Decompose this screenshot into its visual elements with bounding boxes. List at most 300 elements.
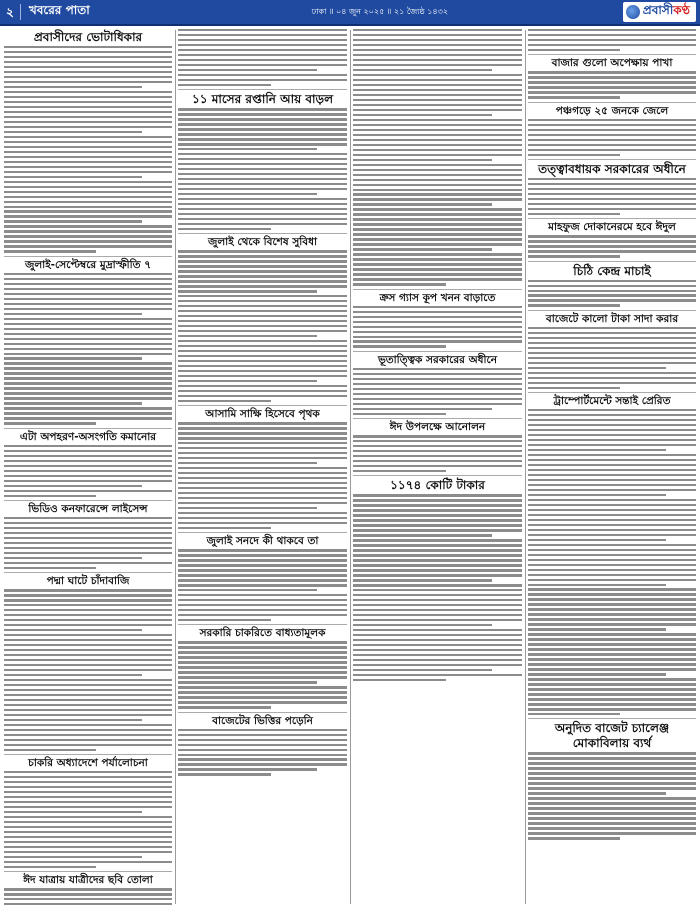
article-headline: চাকরি অধ্যাদেশে পর্যালোচনা: [28, 757, 148, 770]
text-line: [528, 444, 696, 446]
text-line: [178, 218, 347, 220]
text-line: [178, 584, 347, 586]
text-line: [528, 193, 696, 195]
text-line: [528, 678, 696, 680]
article-divider: [528, 718, 696, 719]
text-line: [528, 663, 696, 665]
dateline: ঢাকা ॥ ০৪ জুন ২০২৫ ॥ ২১ জ্যৈষ্ঠ ১৪৩২: [311, 6, 449, 16]
text-line: [178, 492, 347, 494]
text-line: [178, 133, 347, 135]
text-line: [178, 228, 271, 230]
text-line: [528, 757, 696, 759]
article: [4, 503, 172, 569]
text-line: [178, 768, 317, 770]
article-body: [4, 517, 172, 569]
text-line: [4, 308, 172, 310]
article: [178, 627, 347, 708]
text-line: [528, 71, 696, 73]
text-line: [528, 327, 696, 329]
text-line: [4, 181, 172, 183]
text-line: [353, 154, 522, 156]
article: [178, 236, 347, 402]
text-line: [178, 686, 347, 688]
text-line: [4, 734, 172, 736]
text-line: [4, 156, 172, 158]
text-line: [528, 484, 696, 486]
article-headline: ১১৭৪ কোটি টাকার: [390, 478, 485, 493]
text-line: [178, 260, 347, 262]
article: [528, 264, 696, 307]
text-line: [4, 465, 172, 467]
text-line: [178, 148, 317, 150]
text-line: [353, 534, 492, 536]
text-line: [353, 383, 522, 385]
text-line: [178, 270, 347, 272]
text-line: [4, 298, 172, 300]
text-line: [4, 485, 142, 487]
article-divider: [178, 624, 347, 625]
text-line: [4, 333, 172, 335]
text-line: [528, 524, 696, 526]
text-line: [353, 634, 522, 636]
text-line: [4, 470, 172, 472]
text-line: [178, 437, 347, 439]
text-line: [4, 387, 172, 389]
article-divider: [4, 572, 172, 573]
text-line: [353, 529, 522, 531]
text-line: [353, 470, 446, 472]
text-line: [178, 763, 347, 765]
text-line: [178, 118, 347, 120]
text-line: [4, 664, 172, 666]
article: [353, 354, 522, 415]
text-line: [178, 681, 317, 683]
article-divider: [178, 233, 347, 234]
text-line: [178, 604, 347, 606]
text-line: [528, 762, 696, 764]
text-line: [353, 435, 522, 437]
text-line: [4, 547, 172, 549]
text-line: [178, 173, 347, 175]
text-line: [528, 250, 696, 252]
text-line: [353, 34, 522, 36]
text-line: [353, 233, 522, 235]
text-line: [528, 188, 696, 190]
text-line: [178, 739, 347, 741]
article-body: [4, 771, 172, 868]
text-line: [4, 101, 172, 103]
text-line: [4, 245, 172, 247]
text-line: [353, 544, 522, 546]
text-line: [178, 457, 347, 459]
article-headline: ভিডিও কনফারেন্সে লাইসেন্স: [28, 502, 148, 515]
text-line: [353, 283, 446, 285]
text-line: [353, 388, 522, 390]
text-line: [353, 679, 446, 681]
text-line: [528, 91, 696, 93]
article-headline: ঈদ যাত্রায় যাত্রীদের ছবি তোলা: [23, 874, 153, 887]
text-line: [528, 429, 696, 431]
text-line: [528, 628, 666, 630]
text-line: [178, 472, 347, 474]
text-line: [178, 250, 347, 252]
text-line: [4, 729, 172, 731]
text-line: [353, 243, 522, 245]
text-line: [4, 801, 172, 803]
text-line: [353, 509, 522, 511]
text-line: [4, 293, 172, 295]
text-line: [353, 564, 522, 566]
text-line: [178, 502, 347, 504]
text-line: [528, 787, 696, 789]
text-line: [178, 671, 347, 673]
text-line: [353, 49, 522, 51]
text-line: [528, 822, 696, 824]
text-line: [4, 831, 172, 833]
text-line: [353, 554, 522, 556]
article-divider: [4, 256, 172, 257]
text-line: [4, 836, 172, 838]
text-line: [528, 149, 696, 151]
text-line: [528, 285, 696, 287]
text-line: [178, 432, 347, 434]
text-line: [353, 494, 522, 496]
article-divider: [353, 351, 522, 352]
text-line: [528, 129, 696, 131]
text-line: [528, 837, 620, 839]
article: [4, 757, 172, 868]
text-line: [4, 841, 172, 843]
text-line: [178, 512, 347, 514]
text-line: [528, 777, 696, 779]
text-line: [4, 480, 172, 482]
text-line: [4, 629, 142, 631]
article-body: [178, 729, 347, 776]
text-line: [178, 734, 347, 736]
article-headline: চিঠি কেন্দ্র মাচাই: [573, 263, 651, 278]
text-line: [4, 634, 172, 636]
text-line: [528, 81, 696, 83]
text-line: [178, 310, 347, 312]
article-body: [528, 71, 696, 98]
text-line: [4, 131, 142, 133]
text-line: [353, 64, 522, 66]
text-line: [178, 113, 347, 115]
text-line: [353, 398, 522, 400]
text-line: [528, 352, 696, 354]
text-line: [4, 362, 172, 364]
text-line: [528, 439, 696, 441]
text-line: [178, 666, 347, 668]
text-line: [528, 290, 696, 292]
text-line: [4, 684, 172, 686]
text-line: [353, 321, 522, 323]
text-line: [353, 316, 522, 318]
text-line: [4, 552, 172, 554]
text-line: [4, 343, 172, 345]
article-headline: জুলাই থেকে বিশেষ সুবিধা: [207, 236, 318, 249]
text-line: [4, 111, 172, 113]
text-line: [178, 589, 317, 591]
text-line: [4, 699, 172, 701]
text-line: [528, 579, 696, 581]
text-line: [353, 263, 522, 265]
text-line: [4, 46, 172, 48]
text-line: [4, 644, 172, 646]
text-line: [528, 633, 696, 635]
text-line: [353, 129, 522, 131]
text-line: [178, 108, 347, 110]
column-rule: [175, 30, 176, 904]
text-line: [4, 450, 172, 452]
text-line: [353, 223, 522, 225]
text-line: [528, 76, 696, 78]
text-line: [178, 335, 317, 337]
text-line: [528, 549, 696, 551]
article-body: [4, 46, 172, 253]
text-line: [353, 644, 522, 646]
article-headline: মাহফুজ দোকানেরমে হবে ঈদুল: [548, 221, 676, 234]
text-line: [353, 253, 522, 255]
article-body: [4, 589, 172, 751]
text-line: [528, 96, 620, 98]
text-line: [178, 305, 347, 307]
text-line: [528, 86, 696, 88]
text-line: [178, 123, 347, 125]
text-line: [178, 758, 347, 760]
text-line: [178, 255, 347, 257]
text-line: [528, 124, 696, 126]
text-line: [528, 29, 696, 31]
text-line: [353, 184, 522, 186]
text-line: [178, 482, 347, 484]
text-line: [528, 703, 696, 705]
text-line: [353, 599, 522, 601]
text-line: [4, 475, 172, 477]
text-line: [178, 619, 271, 621]
text-line: [178, 487, 347, 489]
article-headline: বাজেটে কালো টাকা সাদা করার: [545, 312, 679, 325]
text-line: [353, 44, 522, 46]
text-line: [528, 464, 696, 466]
text-line: [4, 417, 172, 419]
text-line: [178, 579, 347, 581]
article-body: [353, 29, 522, 286]
text-line: [353, 629, 522, 631]
text-line: [4, 816, 172, 818]
text-line: [4, 714, 172, 716]
text-line: [528, 304, 620, 306]
text-line: [4, 562, 172, 564]
text-line: [4, 288, 172, 290]
article-body: [4, 273, 172, 425]
section-title: খবরের পাতা: [28, 3, 90, 17]
text-line: [178, 84, 271, 86]
text-line: [4, 382, 172, 384]
text-line: [4, 116, 172, 118]
text-line: [528, 372, 696, 374]
text-line: [178, 355, 347, 357]
text-line: [178, 497, 347, 499]
text-line: [4, 412, 172, 414]
text-line: [178, 330, 347, 332]
text-line: [4, 338, 172, 340]
text-line: [4, 821, 172, 823]
text-line: [353, 378, 522, 380]
masthead-logo: [623, 2, 696, 22]
text-line: [353, 659, 522, 661]
text-line: [528, 154, 620, 156]
text-line: [178, 158, 347, 160]
text-line: [528, 44, 696, 46]
text-line: [4, 609, 172, 611]
text-line: [178, 754, 347, 756]
text-line: [528, 797, 696, 799]
text-line: [528, 367, 666, 369]
article-body: [4, 888, 172, 905]
text-line: [528, 419, 696, 421]
text-line: [528, 708, 696, 710]
text-line: [353, 340, 522, 342]
article-divider: [528, 310, 696, 311]
text-line: [4, 136, 172, 138]
text-line: [353, 614, 522, 616]
text-line: [528, 688, 696, 690]
text-line: [353, 514, 522, 516]
article-body: [178, 108, 347, 230]
text-line: [353, 164, 522, 166]
text-line: [528, 544, 696, 546]
text-line: [4, 537, 172, 539]
text-line: [528, 245, 696, 247]
article-headline: অনুদিত বাজেট চ্যালেঞ্জ মোকাবিলায় ব্যর্থ: [554, 721, 670, 751]
text-line: [353, 574, 522, 576]
text-line: [528, 648, 696, 650]
text-line: [528, 144, 696, 146]
article-headline: প্রবাসীদের ভোটাধিকার: [33, 30, 143, 44]
text-line: [353, 674, 522, 676]
text-line: [353, 504, 522, 506]
article-divider: [353, 475, 522, 476]
text-line: [178, 168, 347, 170]
text-line: [4, 201, 172, 203]
text-line: [178, 646, 347, 648]
text-line: [178, 203, 347, 205]
text-line: [4, 689, 172, 691]
article-headline: আসামি সাক্ষি হিসেবে পৃথক: [205, 408, 320, 421]
text-line: [178, 701, 347, 703]
text-line: [528, 49, 620, 51]
article: [178, 408, 347, 529]
text-line: [528, 792, 666, 794]
text-line: [528, 603, 696, 605]
text-line: [4, 542, 172, 544]
text-line: [353, 104, 522, 106]
text-line: [178, 198, 347, 200]
text-line: [353, 584, 522, 586]
text-line: [4, 106, 172, 108]
text-line: [528, 454, 696, 456]
text-line: [178, 385, 347, 387]
text-line: [4, 186, 172, 188]
article-divider: [353, 289, 522, 290]
text-line: [178, 183, 347, 185]
column-rule: [350, 30, 351, 904]
text-line: [528, 414, 696, 416]
text-line: [528, 618, 696, 620]
text-line: [353, 589, 522, 591]
text-line: [178, 153, 347, 155]
text-line: [353, 278, 522, 280]
text-line: [353, 134, 522, 136]
text-line: [353, 208, 522, 210]
text-line: [353, 193, 522, 195]
text-line: [4, 639, 172, 641]
column-2: [178, 29, 347, 905]
text-line: [4, 614, 172, 616]
text-line: [528, 299, 696, 301]
text-line: [4, 273, 172, 275]
text-line: [528, 240, 696, 242]
article: [178, 715, 347, 776]
text-line: [528, 280, 696, 282]
text-line: [528, 382, 696, 384]
text-line: [4, 654, 172, 656]
text-line: [4, 367, 172, 369]
text-line: [353, 669, 492, 671]
text-line: [4, 176, 142, 178]
text-line: [528, 752, 696, 754]
article-body: [178, 641, 347, 708]
text-line: [353, 248, 492, 250]
text-line: [178, 315, 347, 317]
text-line: [353, 268, 522, 270]
text-line: [178, 69, 317, 71]
text-line: [4, 749, 96, 751]
article-divider: [4, 500, 172, 501]
text-line: [4, 240, 172, 242]
text-line: [528, 807, 696, 809]
text-line: [4, 619, 172, 621]
text-line: [4, 786, 172, 788]
article: [528, 313, 696, 389]
article: [528, 721, 696, 839]
text-line: [353, 109, 522, 111]
text-line: [4, 407, 172, 409]
text-line: [353, 179, 522, 181]
article-divider: [178, 712, 347, 713]
text-line: [4, 283, 172, 285]
article-divider: [528, 54, 696, 55]
text-line: [353, 345, 446, 347]
text-line: [353, 619, 522, 621]
text-line: [4, 791, 172, 793]
text-line: [178, 59, 347, 61]
text-line: [178, 375, 347, 377]
text-line: [353, 445, 522, 447]
text-line: [528, 347, 696, 349]
article: [528, 29, 696, 51]
article-divider: [528, 392, 696, 393]
article-divider: [4, 428, 172, 429]
text-line: [353, 524, 522, 526]
text-line: [4, 357, 142, 359]
text-line: [4, 171, 172, 173]
text-line: [178, 223, 347, 225]
text-line: [4, 719, 142, 721]
text-line: [528, 357, 696, 359]
text-line: [4, 422, 96, 424]
